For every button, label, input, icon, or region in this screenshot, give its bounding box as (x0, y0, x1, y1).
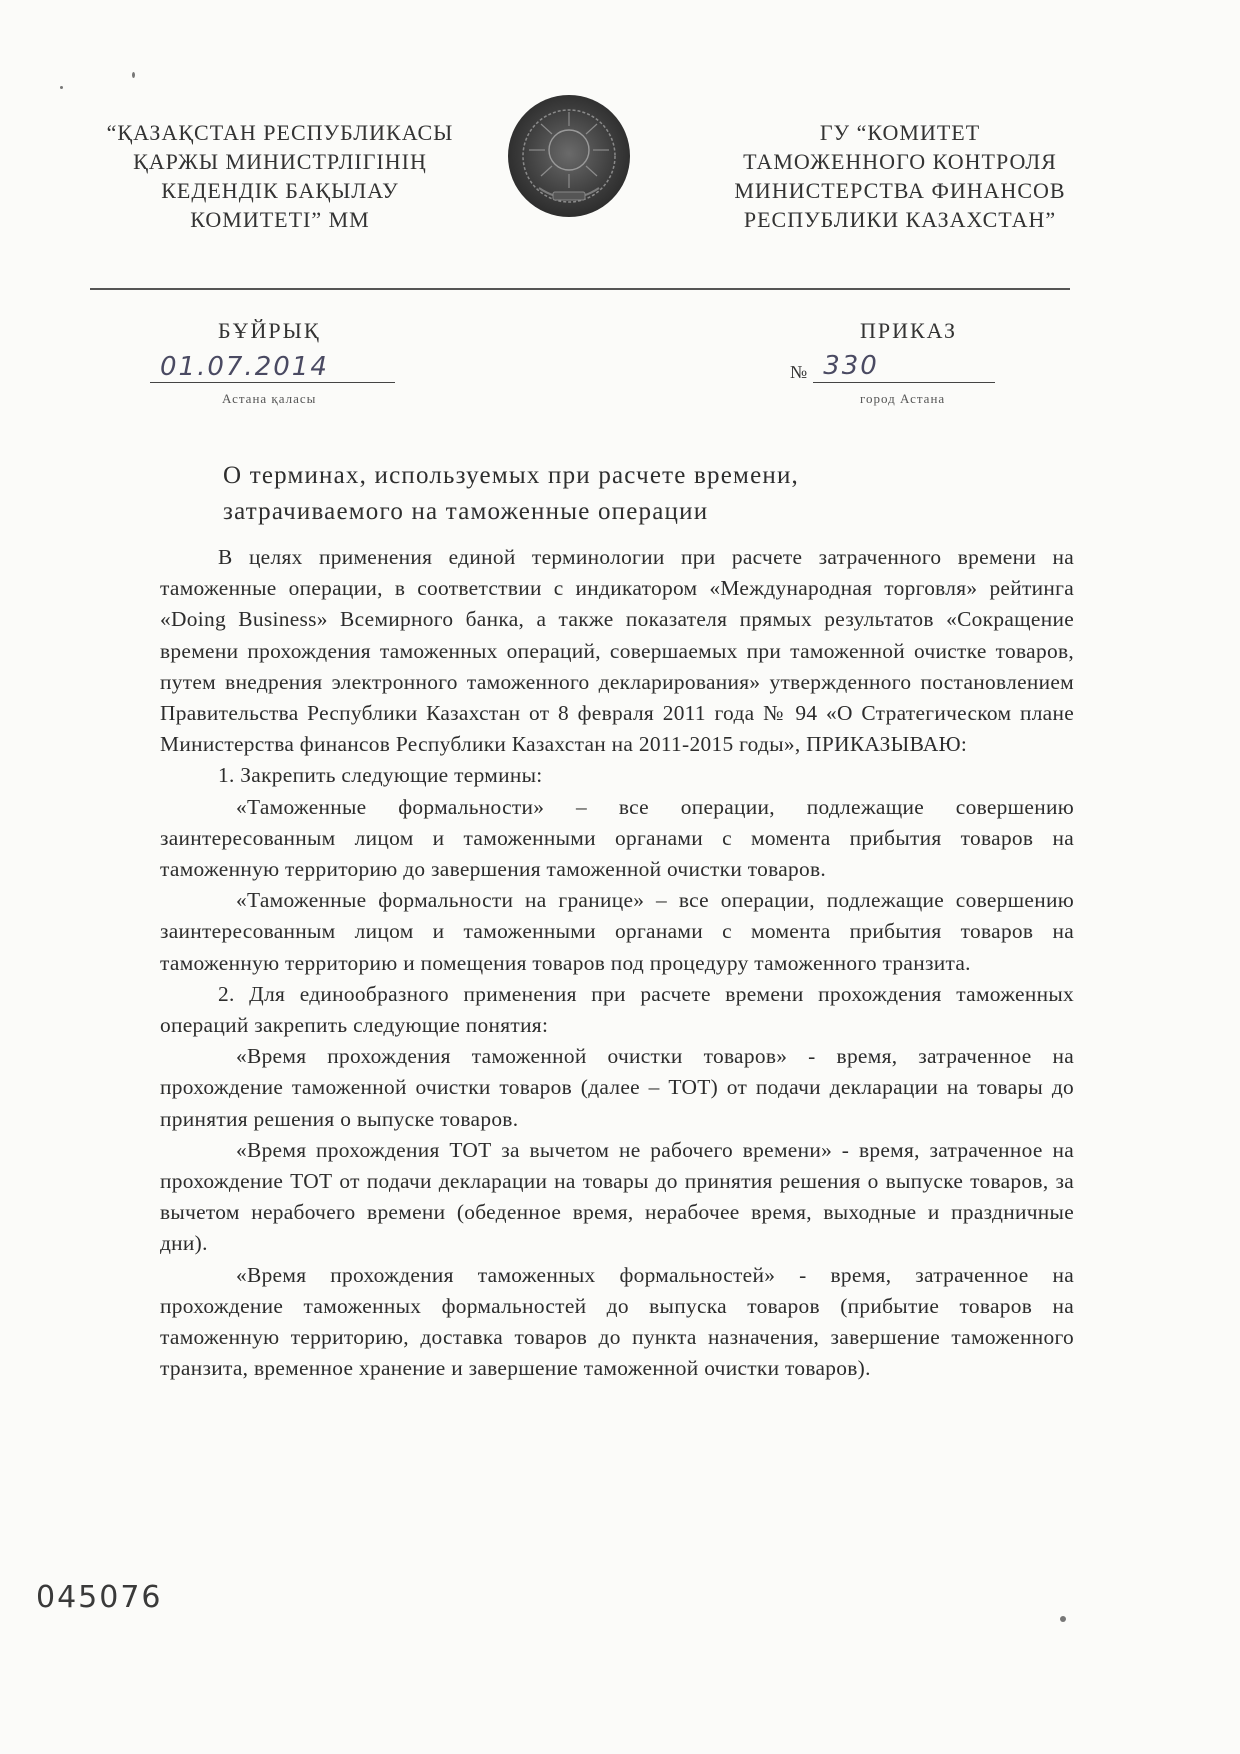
order-kind-kazakh: БҰЙРЫҚ (218, 318, 321, 343)
order-number-row (790, 350, 1030, 383)
paragraph-term: «Время прохождения таможенной очистки товаров» - время, затраченное на прохождение таможенной очистки товаров (далее – ТОТ) от подачи декларации на товары до принятия решения о выпуске товаров. (160, 1044, 1074, 1131)
handwritten-date: 01.07.2014 (160, 352, 329, 382)
document-body (160, 542, 1074, 1384)
order-number-field (813, 350, 995, 383)
issuer-kazakh-line: “ҚАЗАҚСТАН РЕСПУБЛИКАСЫ (106, 120, 454, 145)
number-sign: № (790, 362, 808, 382)
order-date-field (150, 350, 395, 383)
scan-speck (132, 72, 135, 78)
issuer-russian (700, 118, 1100, 234)
issuer-russian-line: ГУ “КОМИТЕТ (819, 120, 981, 145)
issuer-russian-line: МИНИСТЕРСТВА ФИНАНСОВ (734, 178, 1066, 203)
order-block-kazakh (150, 318, 410, 407)
city-kazakh: Астана қаласы (222, 391, 317, 406)
issuer-russian-line: ТАМОЖЕННОГО КОНТРОЛЯ (743, 149, 1057, 174)
paragraph-term: «Время прохождения таможенных формальностей» - время, затраченное на прохождение таможенных формальностей до выпуска товаров (прибытие товаров на таможенную территорию, доставка товаров до пункта назначения, завершение таможенного транзита, временное хранение и завершение таможенной очистки товаров). (160, 1262, 1074, 1381)
registration-number: 045076 (36, 1580, 163, 1615)
header-divider (90, 288, 1070, 290)
document-title (223, 458, 1023, 530)
issuer-russian-line: РЕСПУБЛИКИ КАЗАХСТАН” (743, 207, 1057, 232)
paragraph-clause-1: 1. Закрепить следующие термины: (218, 763, 543, 788)
issuer-kazakh-line: КОМИТЕТІ” ММ (190, 207, 370, 232)
city-russian: город Астана (860, 391, 946, 406)
order-kind-russian: ПРИКАЗ (860, 318, 958, 343)
scan-speck (1060, 1616, 1066, 1622)
issuer-kazakh (70, 118, 490, 234)
title-line: О терминах, используемых при расчете времени, (223, 462, 799, 489)
issuer-kazakh-line: КЕДЕНДІК БАҚЫЛАУ (161, 178, 399, 203)
paragraph-term: «Время прохождения ТОТ за вычетом не рабочего времени» - время, затраченное на прохождение ТОТ от подачи декларации на товары до принятия решения о выпуске товаров, за вычетом нерабочего времени (обеденное время, нерабочее время, выходные и праздничные дни). (160, 1137, 1074, 1256)
handwritten-number: 330 (823, 351, 879, 381)
order-block-russian (790, 318, 1030, 407)
paragraph-preamble: В целях применения единой терминологии при расчете затраченного времени на таможенные операции, в соответствии с индикатором «Международная торговля» рейтинга «Doing Business» Всемирного банка, а также показателя прямых результатов «Сокращение времени прохождения таможенных операций, совершаемых при таможенной очистке товаров, путем внедрения электронного таможенного декларирования» утвержденного постановлением Правительства Республики Казахстан от 8 февраля 2011 года № 94 «О Стратегическом плане Министерства финансов Республики Казахстан на 2011-2015 годы», ПРИКАЗЫВАЮ: (160, 545, 1074, 757)
issuer-kazakh-line: ҚАРЖЫ МИНИСТРЛІГІНІҢ (133, 149, 427, 174)
paragraph-term: «Таможенные формальности» – все операции, подлежащие совершению заинтересованным лицом и таможенными органами с момента прибытия товаров на таможенную территорию до завершения таможенной очистки товаров. (160, 794, 1074, 882)
paragraph-clause-2: 2. Для единообразного применения при расчете времени прохождения таможенных операций закрепить следующие понятия: (160, 981, 1074, 1038)
state-emblem-icon (505, 92, 633, 220)
title-line: затрачиваемого на таможенные операции (223, 498, 709, 525)
paragraph-term: «Таможенные формальности на границе» – все операции, подлежащие совершению заинтересованным лицом и таможенными органами с момента прибытия товаров на таможенную территорию и помещения товаров под процедуру таможенного транзита. (160, 888, 1074, 975)
scan-speck (60, 86, 63, 89)
